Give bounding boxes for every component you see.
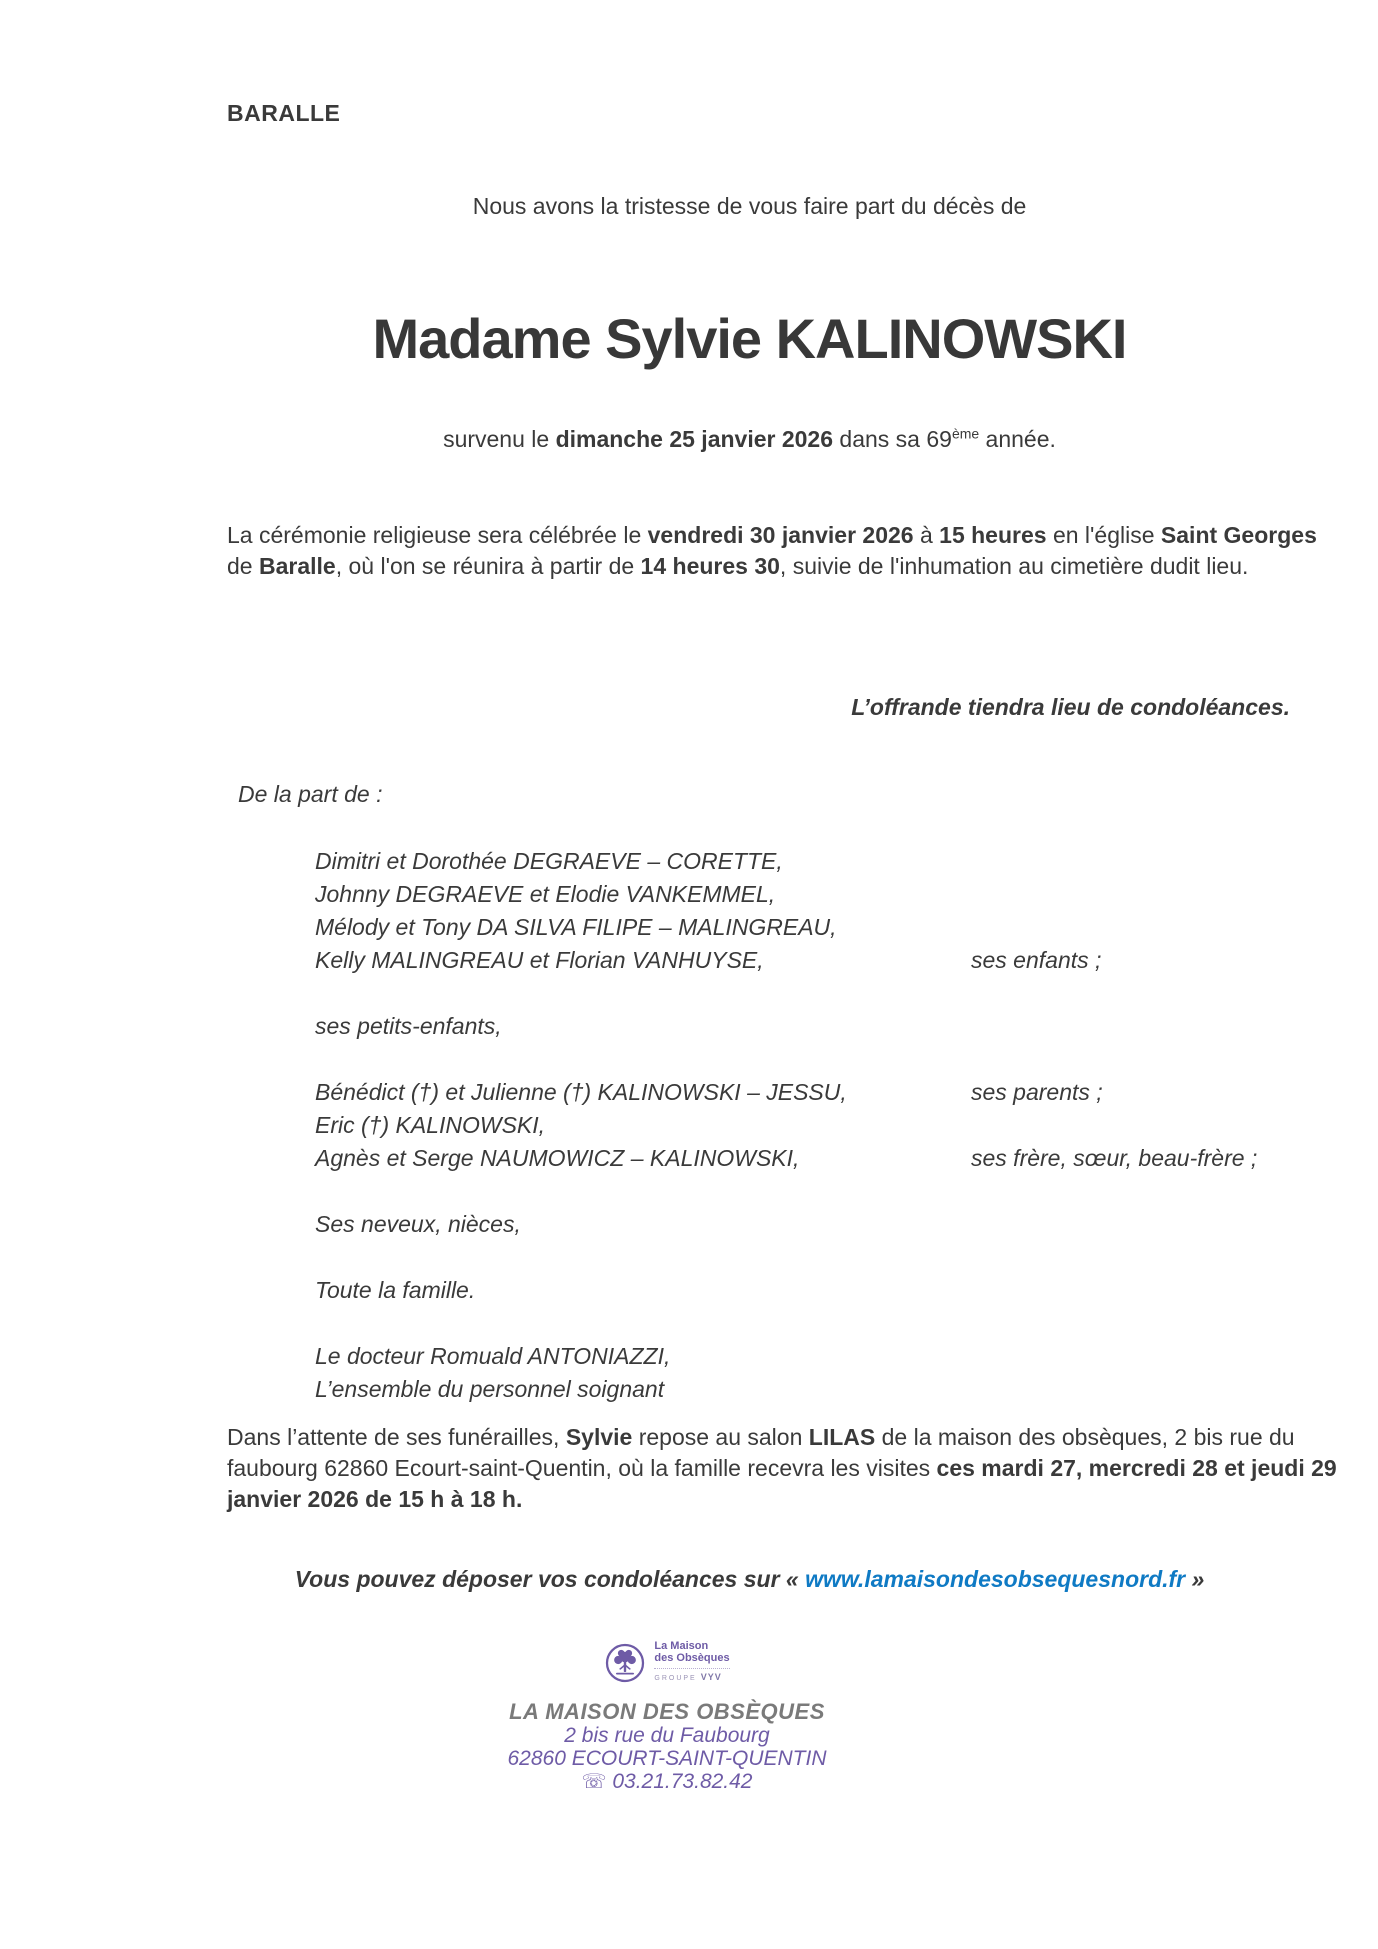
family-group-grandchildren	[315, 1010, 1355, 1043]
age-ordinal-suffix: ème	[951, 425, 980, 442]
visit-dates: ces mardi 27, mercredi 28 et jeudi 29 janvier 2026 de 15 h à 18 h.	[227, 1455, 1337, 1512]
family-member: Bénédict (†) et Julienne (†) KALINOWSKI – JESSU,	[315, 1079, 847, 1105]
family-member: Toute la famille.	[315, 1277, 476, 1303]
ceremony-text: à	[913, 522, 940, 548]
deceased-first-name: Sylvie	[565, 1424, 633, 1450]
family-group-parents-siblings	[315, 1076, 1355, 1175]
family-group-nephews	[315, 1208, 1355, 1241]
ceremony-text: , où l'on se réunira à partir de	[335, 553, 641, 579]
logo-group-label: GROUPE	[654, 1675, 697, 1682]
gathering-time: 14 heures 30	[640, 553, 780, 579]
logo-group-line	[654, 1668, 729, 1685]
phone-icon: ☏	[581, 1771, 607, 1793]
funeral-home-address-line1: 2 bis rue du Faubourg	[564, 1724, 770, 1747]
condolences-text: Vous pouvez déposer vos condoléances sur «	[294, 1566, 806, 1592]
family-member: Le docteur Romuald ANTONIAZZI,	[315, 1343, 671, 1369]
logo-line1: La Maison	[654, 1640, 709, 1652]
funeral-home-logo	[604, 1640, 729, 1685]
repose-text: de la maison des obsèques, 2 bis rue du faubourg 62860 Ecourt-saint-Quentin, où la famille recevra les visites	[227, 1424, 1295, 1481]
family-member: ses petits-enfants,	[315, 1013, 502, 1039]
family-group-children	[315, 845, 1355, 977]
family-row	[315, 1142, 1355, 1175]
death-line-suffix: année.	[979, 426, 1056, 452]
family-member: Eric (†) KALINOWSKI,	[315, 1112, 546, 1138]
family-row	[315, 1109, 1355, 1142]
family-row	[315, 1340, 1355, 1373]
phone-number: 03.21.73.82.42	[612, 1770, 753, 1793]
family-row	[315, 1076, 1355, 1109]
family-row	[315, 845, 1355, 878]
death-line-middle: dans sa 69	[833, 426, 952, 452]
ceremony-text: en l'église	[1046, 522, 1161, 548]
funeral-home-phone	[0, 1770, 1334, 1794]
offering-notice: L’offrande tiendra lieu de condoléances.	[851, 694, 1290, 720]
repose-text: Dans l’attente de ses funérailles,	[227, 1424, 566, 1450]
death-date: dimanche 25 janvier 2026	[555, 426, 834, 452]
family-row	[315, 1274, 1355, 1307]
town-name: Baralle	[258, 553, 336, 579]
family-member: Ses neveux, nièces,	[315, 1211, 521, 1237]
death-line-prefix: survenu le	[443, 426, 556, 452]
family-row	[315, 1010, 1355, 1043]
logo-line2: des Obsèques	[654, 1652, 730, 1664]
family-list	[315, 845, 1355, 1439]
condolences-line	[227, 1566, 1272, 1593]
family-row	[315, 944, 1355, 977]
ceremony-text: La cérémonie religieuse sera célébrée le	[227, 522, 648, 548]
ceremony-paragraph	[227, 520, 1341, 582]
repose-paragraph	[227, 1422, 1341, 1515]
condolences-text: »	[1185, 1566, 1205, 1592]
family-group-medical	[315, 1340, 1355, 1406]
family-member: Kelly MALINGREAU et Florian VANHUYSE,	[315, 947, 764, 973]
relation-label: ses enfants ;	[971, 947, 1102, 973]
relation-label: ses parents ;	[971, 1079, 1103, 1105]
church-name: Saint Georges	[1160, 522, 1317, 548]
family-member: L’ensemble du personnel soignant	[315, 1376, 665, 1402]
relation-label: ses frère, sœur, beau-frère ;	[971, 1145, 1258, 1171]
repose-text: repose au salon	[632, 1424, 809, 1450]
funeral-home-name: LA MAISON DES OBSÈQUES	[509, 1699, 825, 1724]
salon-name: LILAS	[808, 1424, 876, 1450]
family-group-whole-family	[315, 1274, 1355, 1307]
funeral-home-footer	[0, 1640, 1334, 1794]
logo-tree-icon	[604, 1642, 646, 1684]
ceremony-date: vendredi 30 janvier 2026	[647, 522, 914, 548]
ceremony-time: 15 heures	[939, 522, 1047, 548]
family-row	[315, 878, 1355, 911]
intro-line: Nous avons la tristesse de vous faire part du décès de	[472, 193, 1027, 219]
family-row	[315, 1208, 1355, 1241]
ceremony-text: de	[227, 553, 259, 579]
funeral-home-address-line2: 62860 ECOURT-SAINT-QUENTIN	[507, 1747, 827, 1770]
logo-wordmark	[654, 1640, 729, 1685]
family-row	[315, 911, 1355, 944]
deceased-name: Madame Sylvie KALINOWSKI	[372, 307, 1127, 370]
family-member: Johnny DEGRAEVE et Elodie VANKEMMEL,	[315, 881, 776, 907]
commune-name: BARALLE	[227, 100, 341, 126]
family-intro: De la part de :	[238, 781, 383, 807]
family-member: Dimitri et Dorothée DEGRAEVE – CORETTE,	[315, 848, 783, 874]
family-member: Agnès et Serge NAUMOWICZ – KALINOWSKI,	[315, 1145, 800, 1171]
condolences-link[interactable]: www.lamaisondesobsequesnord.fr	[805, 1566, 1186, 1592]
ceremony-text: , suivie de l'inhumation au cimetière dudit lieu.	[779, 553, 1249, 579]
family-member: Mélody et Tony DA SILVA FILIPE – MALINGREAU,	[315, 914, 837, 940]
logo-brand: VYV	[700, 1672, 722, 1682]
death-date-line	[227, 424, 1272, 455]
family-row	[315, 1373, 1355, 1406]
